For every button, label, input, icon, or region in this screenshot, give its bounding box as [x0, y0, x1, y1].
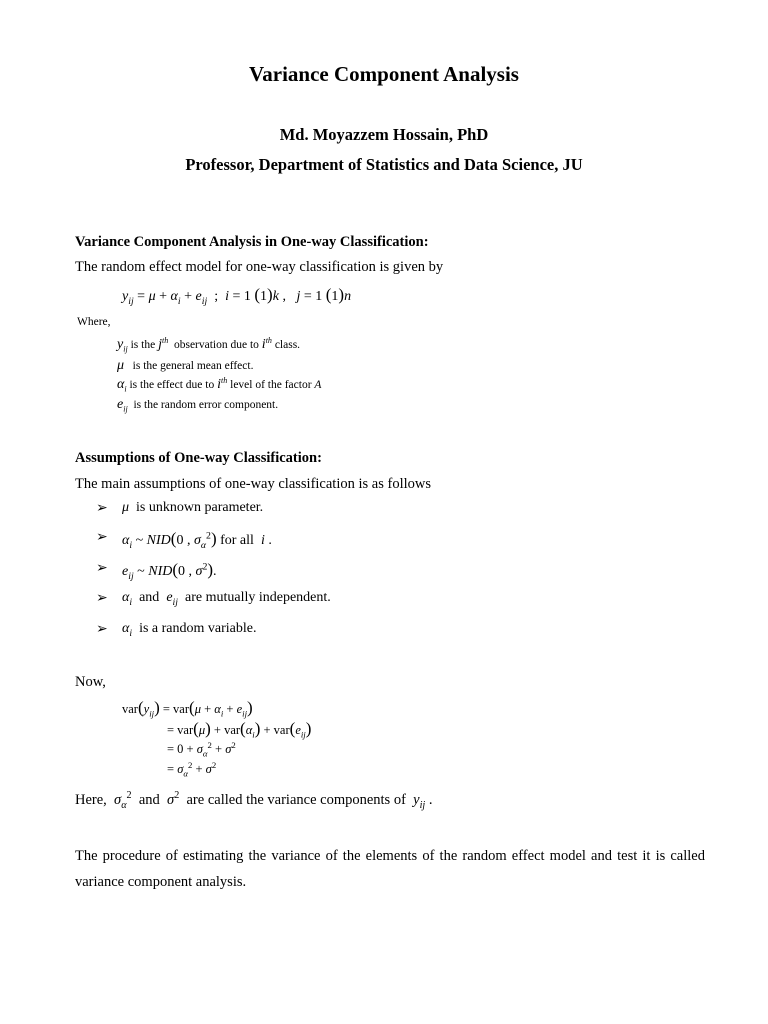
arrow-bullet-icon: ➢	[96, 591, 108, 606]
derivation-line-4: = $\sigma_\alpha^2 + \sigma^2$	[167, 759, 217, 779]
now-label: Now,	[75, 674, 106, 690]
assumption-item: $\alpha_i$ is a random variable.	[122, 621, 257, 639]
definition-eij: $e_{ij}$ is the random error component.	[117, 397, 279, 414]
section-heading-assumptions: Assumptions of One-way Classification:	[75, 450, 322, 466]
definition-yij: $y_{ij}$ is the $j^{th}$ observation due to $i^{th}$ class.	[117, 336, 301, 354]
variance-components-sentence: Here, $\sigma_\alpha^2$ and $\sigma^2$ are called the variance components of $y_{ij}$ .	[75, 790, 433, 811]
author-affiliation: Professor, Department of Statistics and Data Science, JU	[185, 155, 583, 174]
assumption-item: $\alpha_i$ and $e_{ij}$ are mutually independent.	[122, 590, 331, 608]
definition-alpha: $\alpha_i$ is the effect due to $i^{th}$ level of the factor A	[117, 376, 322, 394]
conclusion-paragraph: The procedure of estimating the variance of the elements of the random effect model and test it is called variance component analysis.	[75, 848, 705, 890]
arrow-bullet-icon: ➢	[96, 501, 108, 516]
model-equation: $y_{ij} = \mu + \alpha_i + e_{ij}$ ; i = 1 (1)k , j = 1 (1)n	[122, 285, 352, 307]
arrow-bullet-icon: ➢	[96, 561, 108, 576]
assumption-item: $\alpha_i$ ~ NID(0 , $\sigma_\alpha^2$) for all i .	[122, 529, 272, 551]
assumption-item: μ is unknown parameter.	[122, 500, 264, 515]
where-label: Where,	[77, 316, 111, 328]
derivation-line-2: = $var(\mu) + var(\alpha_i) + var(e_{ij})$	[167, 719, 312, 740]
derivation-line-1: $var(y_{ij}) = var(\mu + \alpha_i + e_{ij})$	[122, 698, 253, 719]
author-name: Md. Moyazzem Hossain, PhD	[279, 125, 489, 144]
assumption-item: $e_{ij}$ ~ NID(0 , $\sigma^2$).	[122, 560, 217, 582]
definition-mu: μ is the general mean effect.	[117, 358, 254, 373]
model-intro-text: The random effect model for one-way classification is given by	[75, 259, 444, 275]
derivation-line-3: = $0 + \sigma_\alpha^2 + \sigma^2$	[167, 739, 236, 759]
page-title: Variance Component Analysis	[249, 62, 519, 86]
arrow-bullet-icon: ➢	[96, 530, 108, 545]
section-heading-one-way: Variance Component Analysis in One-way Classification:	[75, 234, 429, 250]
arrow-bullet-icon: ➢	[96, 622, 108, 637]
assumptions-intro-text: The main assumptions of one-way classification is as follows	[75, 476, 431, 492]
